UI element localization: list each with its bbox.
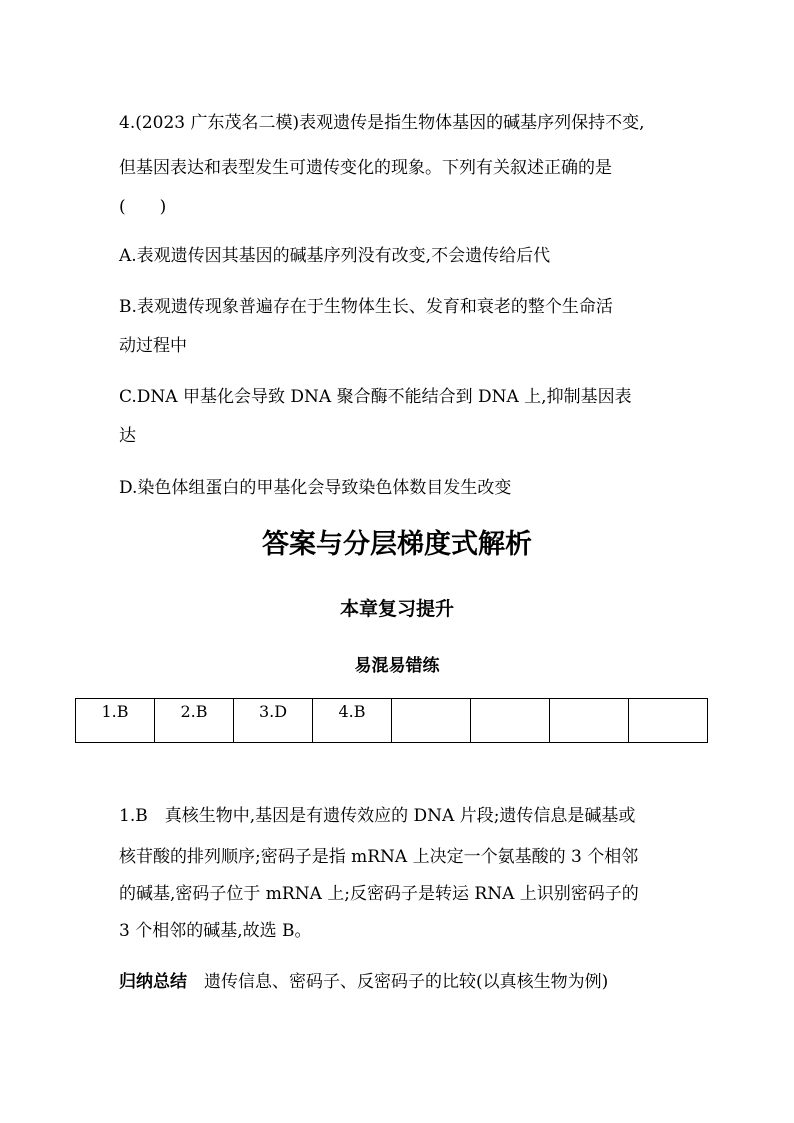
option-c-line-2: 达	[119, 426, 136, 446]
answer-table	[75, 698, 708, 743]
summary-text: 遗传信息、密码子、反密码子的比较(以真核生物为例)	[187, 972, 609, 992]
chapter-subtitle: 本章复习提升	[339, 598, 454, 620]
section-label: 易混易错练	[354, 656, 440, 676]
answer-table-row	[76, 699, 708, 743]
answer-cell	[471, 699, 550, 743]
answer-cell	[550, 699, 629, 743]
answers-title: 答案与分层梯度式解析	[262, 529, 532, 560]
option-d: D.染色体组蛋白的甲基化会导致染色体数目发生改变	[119, 478, 512, 498]
option-a: A.表观遗传因其基因的碱基序列没有改变,不会遗传给后代	[119, 246, 551, 266]
explanation-line-2: 核苷酸的排列顺序;密码子是指 mRNA 上决定一个氨基酸的 3 个相邻	[119, 847, 639, 867]
answer-cell: 4.B	[313, 699, 392, 743]
option-b-line-2: 动过程中	[119, 336, 187, 356]
summary-line	[119, 971, 608, 993]
explanation-line-1: 1.B 真核生物中,基因是有遗传效应的 DNA 片段;遗传信息是碱基或	[119, 806, 636, 826]
explanation-line-4: 3 个相邻的碱基,故选 B。	[119, 921, 312, 941]
answer-cell: 1.B	[76, 699, 155, 743]
option-b-line-1: B.表观遗传现象普遍存在于生物体生长、发育和衰老的整个生命活	[119, 297, 613, 317]
answer-bracket: ( )	[119, 197, 167, 217]
question-stem-line-1: 4.(2023 广东茂名二模)表观遗传是指生物体基因的碱基序列保持不变,	[119, 113, 645, 133]
answer-cell: 3.D	[234, 699, 313, 743]
answer-cell	[392, 699, 471, 743]
explanation-line-3: 的碱基,密码子位于 mRNA 上;反密码子是转运 RNA 上识别密码子的	[119, 884, 639, 904]
question-stem-line-2: 但基因表达和表型发生可遗传变化的现象。下列有关叙述正确的是	[119, 158, 612, 178]
option-c-line-1: C.DNA 甲基化会导致 DNA 聚合酶不能结合到 DNA 上,抑制基因表	[119, 387, 632, 407]
answer-cell: 2.B	[155, 699, 234, 743]
answer-cell	[629, 699, 708, 743]
summary-label: 归纳总结	[119, 972, 187, 992]
